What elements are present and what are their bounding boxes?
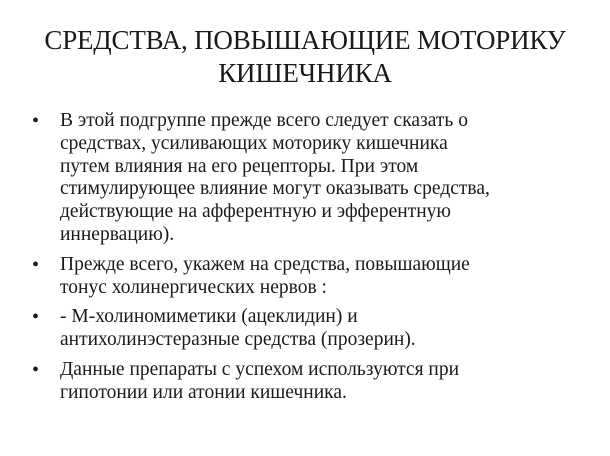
bullet-list — [28, 110, 598, 412]
bullet-text-line: - М-холиномиметики (ацеклидин) и — [60, 306, 358, 328]
bullet-text-line: иннервацию). — [60, 223, 175, 245]
bullet-text-line: Прежде всего, укажем на средства, повышающие — [60, 253, 470, 275]
bullet-text-line: путем влияния на его рецепторы. При этом — [60, 155, 419, 177]
bullet-dot-icon: • — [32, 306, 40, 329]
title-line: СРЕДСТВА, ПОВЫШАЮЩИЕ МОТОРИКУ — [44, 25, 566, 55]
bullet-text-line: Данные препараты с успехом используются при — [60, 358, 460, 380]
bullet-text-line: средствах, усиливающих моторику кишечника — [60, 132, 448, 154]
bullet-text-line: гипотонии или атонии кишечника. — [60, 381, 347, 403]
bullet-text-line: стимулирующее влияние могут оказывать средства, — [60, 178, 490, 200]
title-line: КИШЕЧНИКА — [218, 58, 392, 88]
bullet-item — [28, 254, 598, 300]
bullet-dot-icon: • — [32, 253, 40, 276]
bullet-text-line: В этой подгруппе прежде всего следует сказать о — [60, 110, 468, 131]
slide-title — [20, 24, 590, 90]
bullet-dot-icon: • — [32, 358, 40, 381]
bullet-text-line: антихолинэстеразные средства (прозерин). — [60, 329, 416, 351]
bullet-item — [28, 306, 598, 352]
bullet-dot-icon: • — [32, 110, 40, 132]
bullet-item — [28, 110, 598, 247]
bullet-text-line: действующие на афферентную и эфферентную — [60, 201, 451, 223]
bullet-text-line: тонус холинергических нервов : — [60, 276, 327, 298]
bullet-item — [28, 359, 598, 405]
